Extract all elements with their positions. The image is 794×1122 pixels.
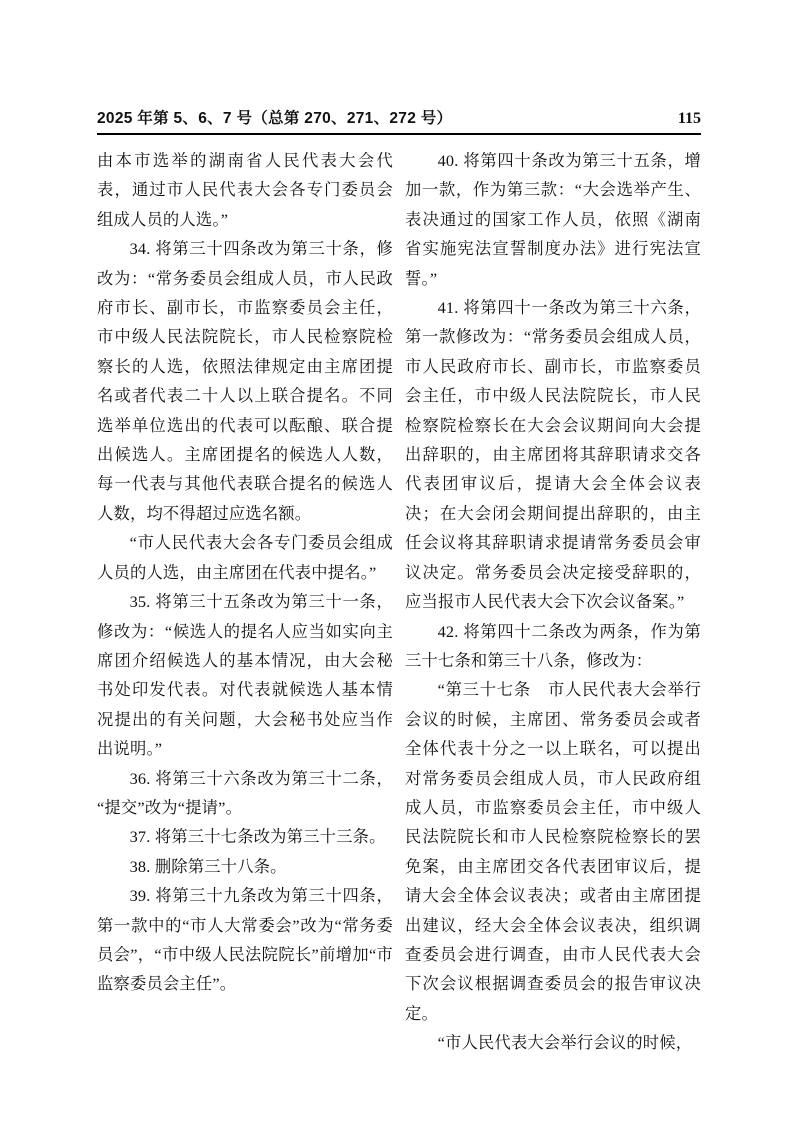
paragraph: 38. 删除第三十八条。 xyxy=(129,856,287,876)
paragraph: 36. 将第三十六条改为第三十二条，“提交”改为“提请”。 xyxy=(97,768,393,817)
page-content xyxy=(97,106,701,1058)
left-column xyxy=(97,146,393,1058)
paragraph: 37. 将第三十七条改为第三十三条。 xyxy=(129,827,386,847)
paragraph: 34. 将第三十四条改为第三十条，修改为：“常务委员会组成人员，市人民政府市长、副市长，市监察委员会主任，市中级人民法院院长，市人民检察院检察长的人选，依照法律规定由主席团提名或者代表二十人以上联合提名。不同选举单位选出的代表可以酝酿、联合提出候选人。主席团提名的候选人人数，每一代表与其他代表联合提名的候选人人数，均不得超过应选名额。 xyxy=(97,239,393,523)
page-number: 115 xyxy=(677,110,701,127)
paragraph: “市人民代表大会举行会议的时候， xyxy=(437,1033,693,1053)
paragraph: 39. 将第三十九条改为第三十四条，第一款中的“市人大常委会”改为“常务委员会”，“市中级人民法院院长”前增加“市监察委员会主任”。 xyxy=(97,886,393,994)
journal-issue-label: 2025 年第 5、6、7 号（总第 270、271、272 号） xyxy=(97,110,453,127)
paragraph: 41. 将第四十一条改为第三十六条，第一款修改为：“常务委员会组成人员，市人民政府市长、副市长，市监察委员会主任，市中级人民法院院长，市人民检察院检察长在大会会议期间向大会提出辞职的，由主席团将其辞职请求交各代表团审议后，提请大会全体会议表决；在大会闭会期间提出辞职的，由主任会议将其辞职请求提请常务委员会审议决定。常务委员会决定接受辞职的，应当报市人民代表大会下次会议备案。” xyxy=(405,298,701,612)
paragraph: 由本市选举的湖南省人民代表大会代表，通过市人民代表大会各专门委员会组成人员的人选。” xyxy=(97,151,393,229)
paragraph: “第三十七条 市人民代表大会举行会议的时候，主席团、常务委员会或者全体代表十分之一以上联名，可以提出对常务委员会组成人员，市人民政府组成人员，市监察委员会主任，市中级人民法院院长和市人民检察院检察长的罢免案，由主席团交各代表团审议后，提请大会全体会议表决；或者由主席团提出建议，经大会全体会议表决，组织调查委员会进行调查，由市人民代表大会下次会议根据调查委员会的报告审议决定。 xyxy=(405,680,701,1023)
text-columns xyxy=(97,146,701,1058)
right-column xyxy=(405,146,701,1058)
paragraph: “市人民代表大会各专门委员会组成人员的人选，由主席团在代表中提名。” xyxy=(97,533,393,582)
paragraph: 42. 将第四十二条改为两条，作为第三十七条和第三十八条，修改为： xyxy=(405,621,701,670)
page-header xyxy=(97,106,701,135)
paragraph: 40. 将第四十条改为第三十五条，增加一款，作为第三款：“大会选举产生、表决通过的国家工作人员，依照《湖南省实施宪法宣誓制度办法》进行宪法宣誓。” xyxy=(405,151,701,288)
paragraph: 35. 将第三十五条改为第三十一条，修改为：“候选人的提名人应当如实向主席团介绍候选人的基本情况，由大会秘书处印发代表。对代表就候选人基本情况提出的有关问题，大会秘书处应当作出说明。” xyxy=(97,592,393,759)
